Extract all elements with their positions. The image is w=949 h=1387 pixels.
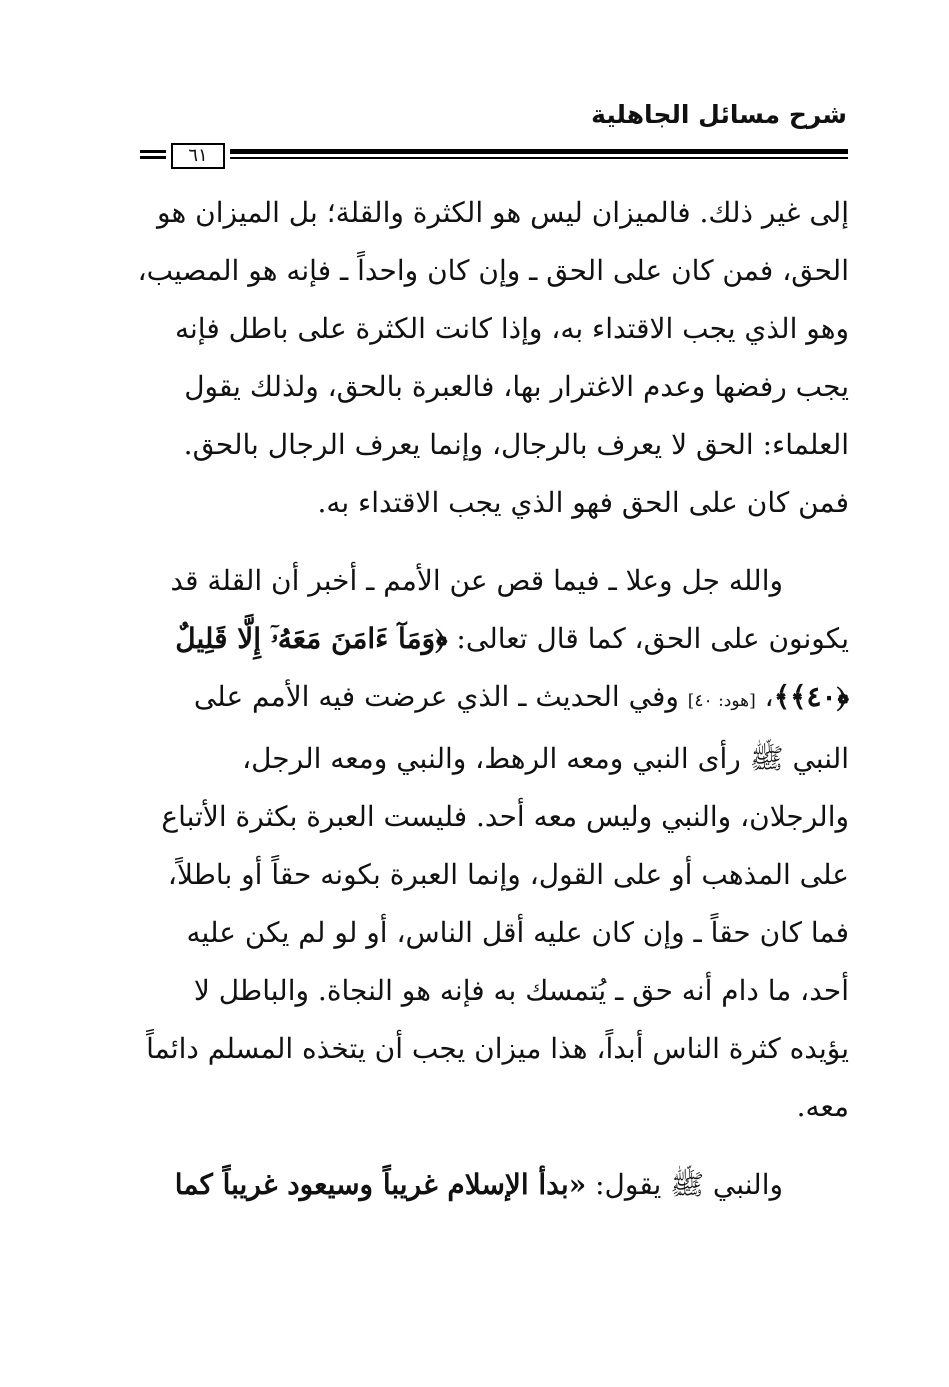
header-rule <box>140 143 848 179</box>
verse-reference: [هود: ٤٠] <box>687 691 756 711</box>
paragraph-3 <box>133 1156 849 1214</box>
paragraph-1: إلى غير ذلك. فالميزان ليس هو الكثرة والقلة؛ بل الميزان هو الحق، فمن كان على الحق ـ وإن كان واحداً ـ فإنه هو المصيب، وهو الذي يجب الاقتداء به، وإذا كانت الكثرة على باطل فإنه يجب رفضها وعدم الاغترار بها، فالعبرة بالحق، ولذلك يقول العلماء: الحق لا يعرف بالرجال، وإنما يعرف الرجال بالحق. فمن كان على الحق فهو الذي يجب الاقتداء به. <box>137 196 849 519</box>
body-text <box>133 184 849 1234</box>
rule-left-bar-bottom <box>140 156 166 159</box>
running-header-title: شرح مسائل الجاهلية <box>591 100 847 129</box>
rule-main-thick <box>230 149 848 154</box>
quran-verse: ﴿وَمَآ ءَامَنَ مَعَهُۥٓ إِلَّا قَلِيلٌ ﴿٤٠﴾﴾ <box>175 622 849 713</box>
paragraph-2-intro: والله جل وعلا ـ فيما قص عن الأمم ـ أخبر أن القلة قد يكونون على الحق، كما قال تعالى: <box>170 564 849 655</box>
paragraph-3-intro: والنبي ﷺ يقول: <box>586 1168 783 1201</box>
hadith-quote: «بدأ الإسلام غريباً وسيعود غريباً كما <box>174 1168 587 1201</box>
page-number: ٦١ <box>171 143 225 169</box>
paragraph-2: والله جل وعلا ـ فيما قص عن الأمم ـ أخبر أن القلة قد يكونون على الحق، كما قال تعالى: ﴿وَمَآ ءَامَنَ مَعَهُۥٓ إِلَّا قَلِيلٌ ﴿٤٠﴾﴾، [هود: ٤٠] وفي الحديث ـ الذي عرضت فيه الأمم على النبي ﷺ رأى النبي ومعه الرهط، والنبي ومعه الرجل، والرجلان، والنبي وليس معه أحد. فليست العبرة بكثرة الأتباع على المذهب أو على القول، وإنما العبرة بكونه حقاً أو باطلاً، فما كان حقاً ـ وإن كان عليه أقل الناس، أو لو لم يكن عليه أحد، ما دام أنه حق ـ يُتمسك به فإنه هو النجاة. والباطل لا يؤيده كثرة الناس أبداً، هذا ميزان يجب أن يتخذه المسلم دائماً معه. <box>146 564 849 1123</box>
rule-left-bar-top <box>140 150 166 153</box>
rule-main-thin <box>230 157 848 159</box>
paragraph-2-rest: وفي الحديث ـ الذي عرضت فيه الأمم على النبي ﷺ رأى النبي ومعه الرهط، والنبي ومعه الرجل، والرجلان، والنبي وليس معه أحد. فليست العبرة بكثرة الأتباع على المذهب أو على القول، وإنما العبرة بكونه حقاً أو باطلاً، فما كان حقاً ـ وإن كان عليه أقل الناس، أو لو لم يكن عليه أحد، ما دام أنه حق ـ يُتمسك به فإنه هو النجاة. والباطل لا يؤيده كثرة الناس أبداً، هذا ميزان يجب أن يتخذه المسلم دائماً معه. <box>146 680 849 1123</box>
